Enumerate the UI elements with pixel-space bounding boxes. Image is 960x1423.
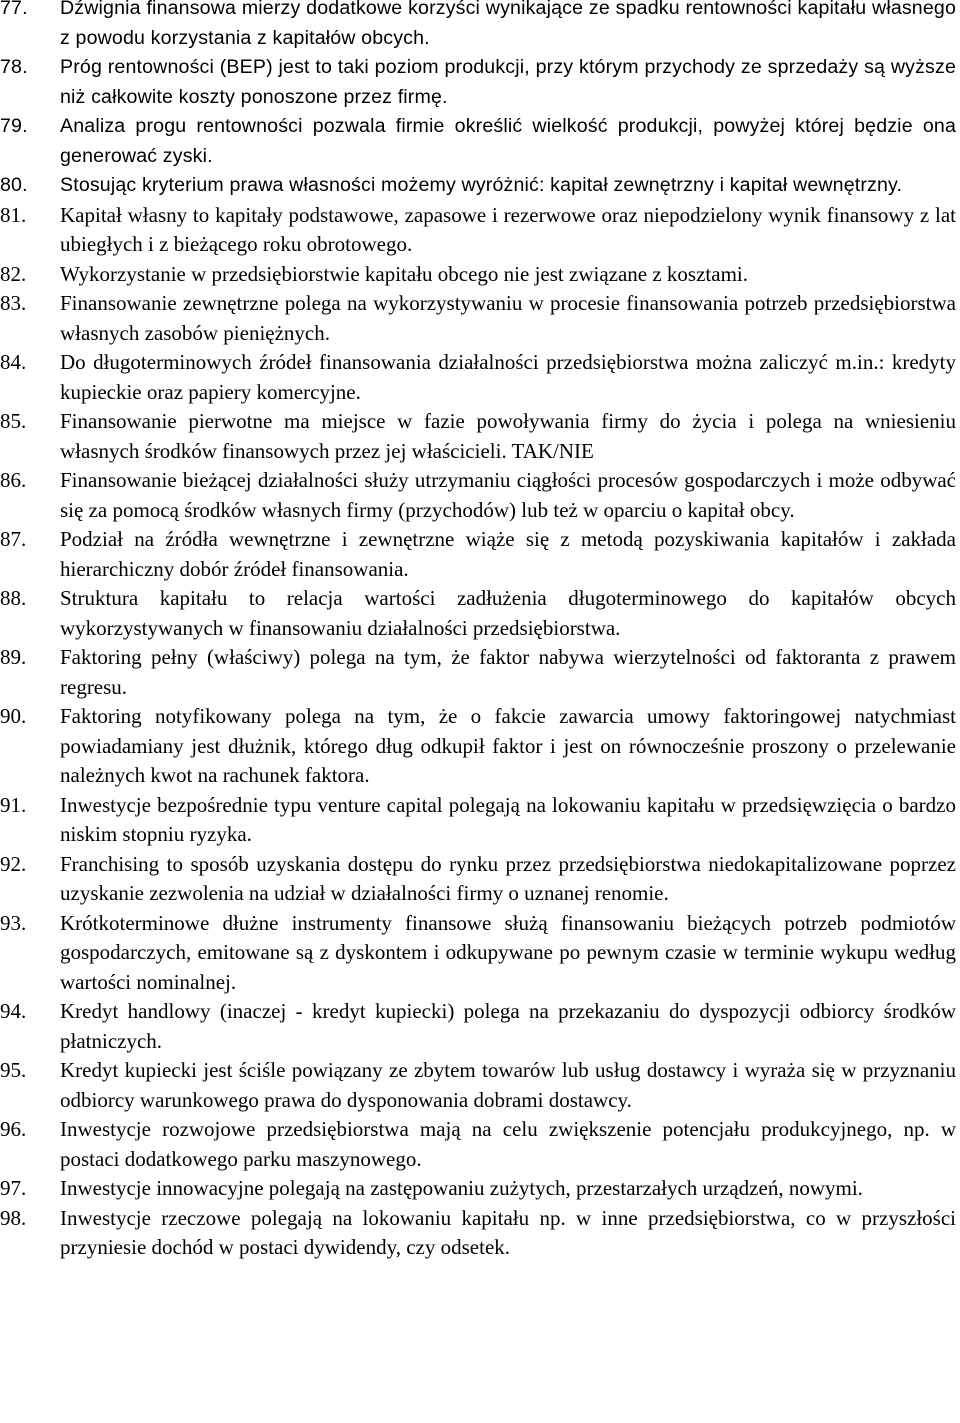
item-number: 88. (0, 586, 27, 610)
item-number: 96. (0, 1117, 27, 1141)
item-text: Faktoring notyfikowany polega na tym, że o fakcie zawarcia umowy faktoringowej natychmiast powiadamiany jest dłużnik, którego dług odkupił faktor i jest on równocześnie proszony o przelewanie należnych kwot na rachunek faktora. (60, 704, 956, 787)
item-text: Do długoterminowych źródeł finansowania działalności przedsiębiorstwa można zaliczyć m.in.: kredyty kupieckie oraz papiery komercyjne. (60, 350, 956, 404)
item-text: Finansowanie zewnętrzne polega na wykorzystywaniu w procesie finansowania potrzeb przedsiębiorstwa własnych zasobów pieniężnych. (60, 291, 956, 345)
list-item (0, 1115, 956, 1174)
list-item (0, 1204, 956, 1263)
list-item (0, 112, 956, 171)
list-item (0, 909, 956, 998)
item-number: 87. (0, 527, 27, 551)
list-item (0, 348, 956, 407)
list-item (0, 171, 956, 201)
list-item (0, 791, 956, 850)
item-text: Inwestycje innowacyjne polegają na zastępowaniu zużytych, przestarzałych urządzeń, nowymi. (60, 1176, 863, 1200)
item-number: 93. (0, 910, 27, 935)
item-text: Podział na źródła wewnętrzne i zewnętrzne wiąże się z metodą pozyskiwania kapitałów i zakłada hierarchiczny dobór źródeł finansowania. (60, 527, 956, 581)
item-number: 84. (0, 350, 27, 374)
list-item (0, 584, 956, 643)
list-item (0, 643, 956, 702)
item-text: Kapitał własny to kapitały podstawowe, zapasowe i rezerwowe oraz niepodzielony wynik finansowy z lat ubiegłych i z bieżącego roku obrotowego. (60, 202, 956, 256)
list-item (0, 466, 956, 525)
item-text: Kredyt handlowy (inaczej - kredyt kupiecki) polega na przekazaniu do dyspozycji odbiorcy środków płatniczych. (60, 999, 956, 1053)
list-item (0, 0, 956, 53)
item-number: 79. (0, 115, 28, 137)
list-item (0, 1056, 956, 1115)
item-text: Dźwignia finansowa mierzy dodatkowe korzyści wynikające ze spadku rentowności kapitału własnego z powodu korzystania z kapitałów obcych. (60, 0, 956, 49)
item-number: 95. (0, 1058, 27, 1082)
list-item (0, 525, 956, 584)
list-item (0, 201, 956, 260)
item-number: 83. (0, 291, 27, 315)
item-number: 94. (0, 999, 27, 1023)
item-text: Krótkoterminowe dłużne instrumenty finansowe służą finansowaniu bieżących potrzeb podmiotów gospodarczych, emitowane są z dyskontem i odkupywane po pewnym czasie w terminie wykupu według wartości nominalnej. (60, 910, 956, 994)
item-number: 98. (0, 1205, 27, 1230)
item-number: 78. (0, 56, 28, 78)
item-text: Finansowanie bieżącej działalności służy utrzymaniu ciągłości procesów gospodarczych i może odbywać się za pomocą środków własnych firmy (przychodów) lub też w oparciu o kapitał obcy. (60, 468, 956, 522)
item-number: 91. (0, 792, 27, 817)
item-number: 77. (0, 0, 28, 19)
item-number: 81. (0, 202, 27, 227)
list-item (0, 702, 956, 791)
item-number: 90. (0, 704, 27, 728)
item-number: 86. (0, 468, 27, 492)
list-item (0, 997, 956, 1056)
item-text: Stosując kryterium prawa własności możemy wyróżnić: kapitał zewnętrzny i kapitał wewnętrzny. (60, 174, 903, 196)
item-text: Inwestycje bezpośrednie typu venture capital polegają na lokowaniu kapitału w przedsięwzięcia o bardzo niskim stopniu ryzyka. (60, 792, 956, 846)
item-text: Faktoring pełny (właściwy) polega na tym, że faktor nabywa wierzytelności od faktoranta z prawem regresu. (60, 645, 956, 699)
item-number: 92. (0, 851, 27, 876)
item-text: Kredyt kupiecki jest ściśle powiązany ze zbytem towarów lub usług dostawcy i wyraża się w przyznaniu odbiorcy warunkowego prawa do dysponowania dobrami dostawcy. (60, 1058, 956, 1112)
list-item (0, 850, 956, 909)
item-number: 97. (0, 1176, 27, 1200)
item-text: Próg rentowności (BEP) jest to taki poziom produkcji, przy którym przychody ze sprzedaży są wyższe niż całkowite koszty ponoszone przez firmę. (60, 56, 956, 108)
item-text: Wykorzystanie w przedsiębiorstwie kapitału obcego nie jest związane z kosztami. (60, 261, 748, 286)
list-item (0, 407, 956, 466)
item-text: Analiza progu rentowności pozwala firmie określić wielkość produkcji, powyżej której będzie ona generować zyski. (60, 115, 956, 167)
list-item (0, 1174, 956, 1204)
item-text: Franchising to sposób uzyskania dostępu do rynku przez przedsiębiorstwa niedokapitalizowane poprzez uzyskanie zezwolenia na udział w działalności firmy o uznanej renomie. (60, 851, 956, 905)
item-text: Inwestycje rozwojowe przedsiębiorstwa mają na celu zwiększenie potencjału produkcyjnego, np. w postaci dodatkowego parku maszynowego. (60, 1117, 956, 1171)
list-item (0, 53, 956, 112)
item-text: Inwestycje rzeczowe polegają na lokowaniu kapitału np. w inne przedsiębiorstwa, co w przyszłości przyniesie dochód w postaci dywidendy, czy odsetek. (60, 1205, 956, 1259)
item-number: 82. (0, 261, 27, 286)
list-item (0, 289, 956, 348)
list-item (0, 260, 956, 290)
item-number: 80. (0, 174, 28, 196)
item-number: 89. (0, 645, 27, 669)
item-number: 85. (0, 409, 27, 433)
item-text: Struktura kapitału to relacja wartości zadłużenia długoterminowego do kapitałów obcych wykorzystywanych w finansowaniu działalności przedsiębiorstwa. (60, 586, 956, 640)
item-text: Finansowanie pierwotne ma miejsce w fazie powoływania firmy do życia i polega na wniesieniu własnych środków finansowych przez jej właścicieli. TAK/NIE (60, 409, 956, 463)
